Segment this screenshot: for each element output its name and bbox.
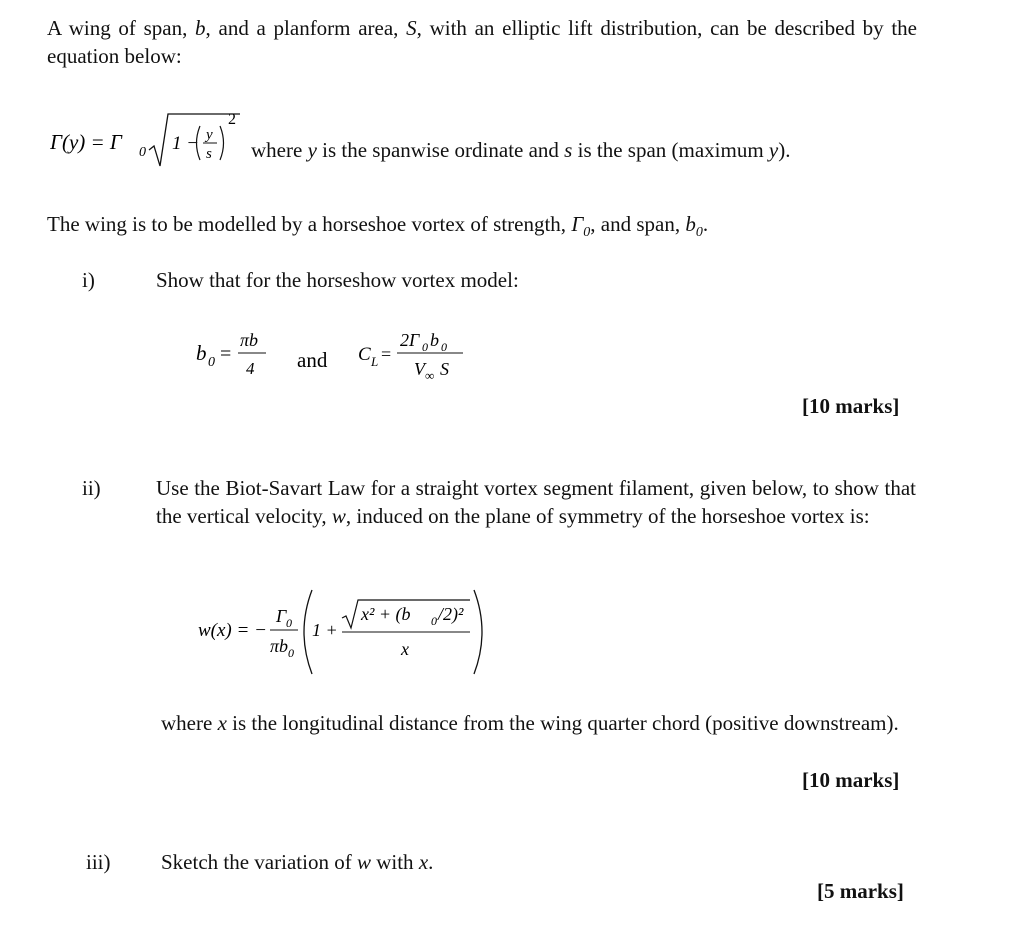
eq1-where-4: ). <box>778 138 791 162</box>
eq2-equals: = <box>220 343 232 365</box>
horseshoe-equations <box>190 320 480 390</box>
eq2-cl-equals: = <box>381 344 392 364</box>
eq2-cl-num: 2Γ <box>400 330 420 350</box>
eq2-cl-sub: L <box>371 354 379 369</box>
symbol-x: x <box>217 711 227 735</box>
question-1-text: Show that for the horseshow vortex model: <box>156 268 519 292</box>
eq3-x: x <box>401 639 409 659</box>
q2-text-2: , induced on the plane of symmetry of the horseshoe vortex is: <box>345 504 870 528</box>
eq2-cl-num-b: b <box>430 330 439 350</box>
question-1-marks: [10 marks] <box>802 394 900 418</box>
q2-where-2: is the longitudinal distance from the wing quarter chord (positive downstream). <box>226 711 899 735</box>
circulation-equation <box>50 106 250 176</box>
symbol-b0-sub: 0 <box>695 225 703 241</box>
eq3-sqrt-tail: /2)² <box>438 604 464 624</box>
eq2-cl-den-sub: ∞ <box>425 368 435 383</box>
eq3-left-paren <box>304 590 312 674</box>
eq3-lhs: w(x) = − <box>198 620 267 641</box>
symbol-x2: x <box>418 850 429 874</box>
symbol-w: w <box>331 504 346 528</box>
eq3-sqrt-body: x² + (b <box>361 604 411 624</box>
vertical-velocity-equation <box>190 580 490 680</box>
question-2-label: ii) <box>82 476 101 500</box>
eq1-power: 2 <box>228 111 236 128</box>
eq2-den: 4 <box>246 359 255 378</box>
eq3-one-plus: 1 + <box>312 620 338 640</box>
q2-text-1: Use the Biot-Savart Law for a straight vortex segment filament, given below, to show that the vertical velocity, <box>156 476 916 528</box>
eq3-den: πb <box>270 636 289 656</box>
symbol-gamma: Γ <box>571 212 584 236</box>
eq1-one-minus: 1 − <box>172 133 200 154</box>
symbol-w2: w <box>356 850 371 874</box>
eq2-cl-den: V <box>414 359 425 379</box>
eq1-frac-den: s <box>206 146 212 162</box>
eq2-num: πb <box>240 330 259 350</box>
q3-text-1: Sketch the variation of <box>161 850 357 874</box>
eq1-where-1: where <box>251 138 308 162</box>
symbol-y2: y <box>768 138 779 162</box>
eq3-num-sub: 0 <box>286 616 292 630</box>
question-2-marks: [10 marks] <box>802 768 900 792</box>
eq1-explanation <box>251 136 791 164</box>
question-2-where <box>161 709 901 737</box>
symbol-b0: b <box>685 212 696 236</box>
eq3-num: Γ <box>276 606 287 626</box>
question-3-label: iii) <box>86 850 111 874</box>
intro-text-3: , with an elliptic lift distribution, can be described by the equation below: <box>47 16 917 68</box>
eq3-sqrt-sub: 0 <box>431 614 437 628</box>
q3-text-2: with <box>370 850 419 874</box>
symbol-s: s <box>564 138 573 162</box>
q3-text-3: . <box>428 850 434 874</box>
question-1-label: i) <box>82 268 95 292</box>
eq2-cl-den-S: S <box>440 359 449 379</box>
eq3-den-sub: 0 <box>288 646 294 660</box>
model-text-3: . <box>702 212 709 236</box>
model-sentence <box>47 210 708 247</box>
question-3-marks: [5 marks] <box>817 879 904 903</box>
eq1-where-3: is the span (maximum <box>572 138 769 162</box>
eq2-cl: C <box>358 344 371 365</box>
eq2-and: and <box>297 348 328 372</box>
eq2-cl-num-b-sub: 0 <box>441 340 447 354</box>
eq1-sub0: 0 <box>139 145 146 160</box>
eq2-cl-num-sub: 0 <box>422 340 428 354</box>
intro-text-2: , and a planform area, <box>205 16 407 40</box>
eq2-b0-sub: 0 <box>208 355 215 370</box>
symbol-gamma-sub: 0 <box>583 225 591 241</box>
intro-text-1: A wing of span, <box>47 16 196 40</box>
eq2-b0: b <box>196 341 207 365</box>
q2-where-1: where <box>161 711 218 735</box>
symbol-y: y <box>307 138 317 162</box>
eq1-right-paren <box>220 126 224 160</box>
model-text-2: , and span, <box>590 212 686 236</box>
symbol-S: S <box>406 16 417 40</box>
symbol-b: b <box>195 16 206 40</box>
model-text-1: The wing is to be modelled by a horseshoe vortex of strength, <box>47 212 572 236</box>
eq1-frac-num: y <box>206 127 213 143</box>
eq3-right-paren <box>474 590 482 674</box>
question-2-text <box>156 474 916 530</box>
eq1-lhs: Γ(y) = Γ <box>50 130 122 154</box>
question-3-text <box>161 848 433 876</box>
eq1-where-2: is the spanwise ordinate and <box>316 138 565 162</box>
intro-paragraph <box>47 14 917 70</box>
